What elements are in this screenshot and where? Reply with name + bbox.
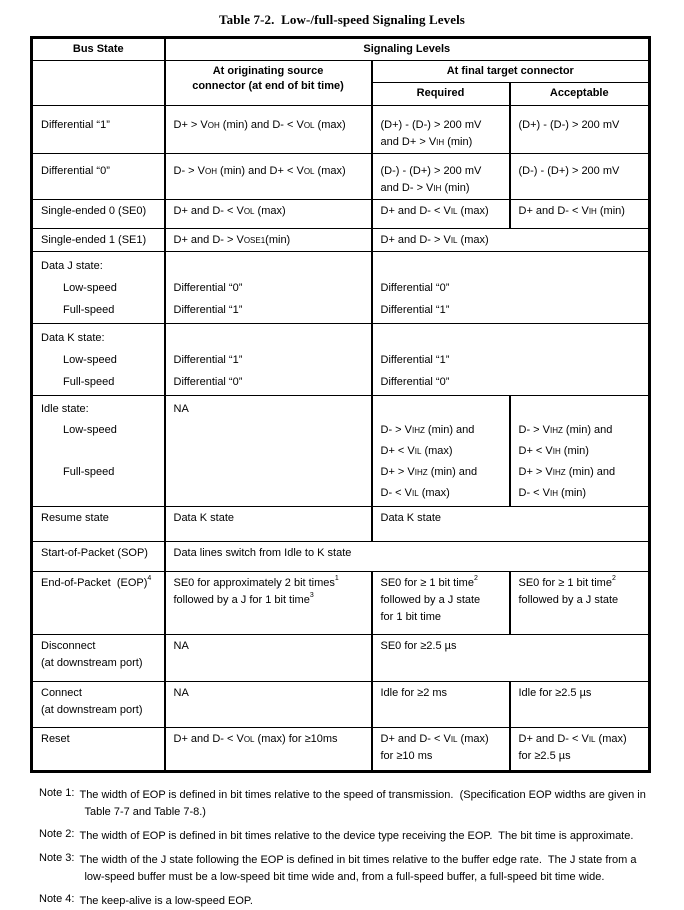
resume-state-bus-state-cell <box>32 507 165 542</box>
cell-line: D- > VIHZ (min) and <box>518 424 613 436</box>
end-of-packet-acceptable-cell <box>510 572 650 635</box>
header-originating-line1: At originating source <box>212 65 324 77</box>
differential-1-required-cell <box>372 106 510 154</box>
note-4 <box>39 893 684 910</box>
cell-line: Single-ended 1 (SE1) <box>41 234 147 246</box>
cell-line: Full-speed <box>63 376 115 388</box>
cell-line: (D-) - (D+) > 200 mV <box>380 165 482 177</box>
note-2 <box>39 828 684 845</box>
cell-line: followed by a J for 1 bit time$^3$ <box>173 592 314 606</box>
cell-line: D+ > VOH (min) and D- < VOL (max) <box>173 119 346 131</box>
cell-line: Connect <box>41 687 82 699</box>
cell-line: Differential “0” <box>380 376 450 388</box>
cell-line: Low-speed <box>63 424 117 436</box>
differential-0-acceptable-cell <box>510 154 650 200</box>
idle-state-originating-cell <box>165 396 372 507</box>
reset-originating-cell <box>165 728 372 772</box>
cell-line: D+ and D- < VOL (max) for ≥10ms <box>173 733 338 745</box>
note-text <box>79 893 684 910</box>
cell-line: Low-speed <box>63 354 117 366</box>
cell-line: D+ < VIH (min) <box>518 445 589 457</box>
reset-acceptable-cell <box>510 728 650 772</box>
cell-line: Differential “1” <box>173 354 243 366</box>
start-of-packet-originating-required-acceptable-cell <box>165 542 650 572</box>
cell-line: D+ and D- > VIL (max) <box>380 234 489 246</box>
data-k-state-bus-state-cell <box>32 324 165 396</box>
connect-required-cell <box>372 682 510 728</box>
table-row-differential-1 <box>32 106 650 154</box>
table-row-connect <box>32 682 650 728</box>
cell-line: D- > VIHZ (min) and <box>380 424 475 436</box>
cell-line: (D-) - (D+) > 200 mV <box>518 165 620 177</box>
cell-line: Low-speed <box>63 282 117 294</box>
cell-line: D+ and D- > VOSE1(min) <box>173 234 291 246</box>
note-line: The width of EOP is defined in bit times relative to the device type receiving the EOP. The bit time is approximate. <box>79 830 634 842</box>
note-text <box>79 828 684 845</box>
note-label: Note 4: <box>39 893 75 905</box>
cell-line <box>381 399 501 420</box>
end-of-packet-originating-cell <box>165 572 372 635</box>
table-row-resume-state <box>32 507 650 542</box>
note-text <box>79 852 684 886</box>
table-row-end-of-packet <box>32 572 650 635</box>
cell-line: D+ > VIHZ (min) and <box>380 466 478 478</box>
header-empty-cell <box>32 61 165 106</box>
reset-required-cell <box>372 728 510 772</box>
cell-line: D+ < VIL (max) <box>380 445 453 457</box>
end-of-packet-required-cell <box>372 572 510 635</box>
header-acceptable: Acceptable <box>510 83 650 106</box>
table-row-disconnect <box>32 635 650 682</box>
idle-state-acceptable-cell <box>510 396 650 507</box>
table-row-differential-0 <box>32 154 650 200</box>
resume-state-required-acceptable-cell <box>372 507 650 542</box>
cell-line: D- > VOH (min) and D+ < VOL (max) <box>173 165 346 177</box>
resume-state-originating-cell <box>165 507 372 542</box>
cell-line: SE0 for ≥ 1 bit time$^2$ <box>380 575 478 589</box>
idle-state-required-cell <box>372 396 510 507</box>
cell-line: Data K state: <box>41 332 105 344</box>
cell-line: Data lines switch from Idle to K state <box>173 547 352 559</box>
cell-line: SE0 for approximately 2 bit times$^1$ <box>173 575 339 589</box>
table-row-start-of-packet <box>32 542 650 572</box>
note-line: Table 7-7 and Table 7-8.) <box>84 806 206 818</box>
note-3 <box>39 852 684 886</box>
cell-line: Full-speed <box>63 304 115 316</box>
disconnect-originating-cell <box>165 635 372 682</box>
header-signaling-levels: Signaling Levels <box>165 38 650 61</box>
connect-acceptable-cell <box>510 682 650 728</box>
table-row-data-j-state <box>32 252 650 324</box>
note-line: The width of EOP is defined in bit times relative to the speed of transmission. (Specification EOP widths are given in <box>79 789 646 801</box>
cell-line: D+ and D- < VOL (max) <box>173 205 286 217</box>
data-j-state-originating-cell <box>165 252 372 324</box>
cell-line: End-of-Packet (EOP)$^4$ <box>41 575 152 589</box>
cell-line: Disconnect <box>41 640 96 652</box>
cell-line: D+ and D- < VIL (max) <box>518 733 627 745</box>
cell-line: Differential “0” <box>380 282 450 294</box>
header-originating-line2: connector (at end of bit time) <box>192 80 344 92</box>
connect-bus-state-cell <box>32 682 165 728</box>
cell-line: Resume state <box>41 512 109 524</box>
cell-line: Reset <box>41 733 70 745</box>
differential-0-originating-cell <box>165 154 372 200</box>
table-row-data-k-state <box>32 324 650 396</box>
cell-line: and D+ > VIH (min) <box>380 136 473 148</box>
cell-line <box>174 255 363 277</box>
cell-line: Data K state <box>173 512 235 524</box>
start-of-packet-bus-state-cell <box>32 542 165 572</box>
data-k-state-required-acceptable-cell <box>372 324 650 396</box>
notes-section <box>39 787 684 910</box>
cell-line: NA <box>173 403 189 415</box>
idle-state-bus-state-cell <box>32 396 165 507</box>
cell-line: for 1 bit time <box>380 611 442 623</box>
differential-0-bus-state-cell <box>32 154 165 200</box>
cell-line <box>381 327 641 349</box>
cell-line <box>41 441 156 462</box>
cell-line: Data K state <box>380 512 442 524</box>
cell-line: Differential “1” <box>380 304 450 316</box>
cell-line: Idle for ≥2.5 µs <box>518 687 592 699</box>
cell-line: followed by a J state <box>380 594 481 606</box>
differential-1-bus-state-cell <box>32 106 165 154</box>
table-row-reset <box>32 728 650 772</box>
header-row-2 <box>32 61 650 83</box>
note-line: The width of the J state following the EOP is defined in bit times relative to the buffer edge rate. The J state from a <box>79 854 637 866</box>
cell-line: NA <box>173 687 189 699</box>
note-line: low-speed buffer must be a low-speed bit time wide and, from a full-speed buffer, a full-speed bit time wide. <box>84 871 605 883</box>
header-required: Required <box>372 83 510 106</box>
differential-1-originating-cell <box>165 106 372 154</box>
cell-line <box>519 399 641 420</box>
data-j-state-bus-state-cell <box>32 252 165 324</box>
connect-originating-cell <box>165 682 372 728</box>
header-bus-state: Bus State <box>32 38 165 61</box>
data-k-state-originating-cell <box>165 324 372 396</box>
header-row-1 <box>32 38 650 61</box>
cell-line: D+ and D- < VIL (max) <box>380 733 489 745</box>
differential-1-acceptable-cell <box>510 106 650 154</box>
table-row-single-ended-1 <box>32 229 650 252</box>
cell-line: D+ > VIHZ (min) and <box>518 466 616 478</box>
note-label: Note 3: <box>39 852 75 864</box>
cell-line: Single-ended 0 (SE0) <box>41 205 147 217</box>
data-j-state-required-acceptable-cell <box>372 252 650 324</box>
table-row-single-ended-0 <box>32 200 650 229</box>
cell-line: Differential “0” <box>173 376 243 388</box>
note-label: Note 1: <box>39 787 75 799</box>
note-label: Note 2: <box>39 828 75 840</box>
note-line: The keep-alive is a low-speed EOP. <box>79 895 253 907</box>
cell-line: Full-speed <box>63 466 115 478</box>
cell-line: Differential “1” <box>173 304 243 316</box>
cell-line: D+ and D- < VIH (min) <box>518 205 625 217</box>
cell-line: (D+) - (D-) > 200 mV <box>518 119 620 131</box>
cell-line: Differential “1” <box>380 354 450 366</box>
cell-line: Idle state: <box>41 403 89 415</box>
cell-line: D+ and D- < VIL (max) <box>380 205 489 217</box>
cell-line: (at downstream port) <box>41 657 143 669</box>
cell-line: Data J state: <box>41 260 103 272</box>
single-ended-0-required-cell <box>372 200 510 229</box>
cell-line <box>381 255 641 277</box>
reset-bus-state-cell <box>32 728 165 772</box>
header-final-target: At final target connector <box>372 61 650 83</box>
cell-line: Differential “0” <box>173 282 243 294</box>
cell-line <box>174 327 363 349</box>
single-ended-1-bus-state-cell <box>32 229 165 252</box>
note-text <box>79 787 684 821</box>
differential-0-required-cell <box>372 154 510 200</box>
single-ended-1-required-acceptable-cell <box>372 229 650 252</box>
cell-line: for ≥2.5 µs <box>518 750 571 762</box>
cell-line: Idle for ≥2 ms <box>380 687 448 699</box>
signaling-levels-table <box>30 36 651 773</box>
single-ended-0-bus-state-cell <box>32 200 165 229</box>
table-title: Table 7-2. Low-/full-speed Signaling Levels <box>219 12 465 27</box>
cell-line: SE0 for ≥ 1 bit time$^2$ <box>518 575 616 589</box>
cell-line: (at downstream port) <box>41 704 143 716</box>
cell-line: Differential “1” <box>41 119 110 131</box>
cell-line: (D+) - (D-) > 200 mV <box>380 119 482 131</box>
note-1 <box>39 787 684 821</box>
single-ended-1-originating-cell <box>165 229 372 252</box>
cell-line: D- < VIH (min) <box>518 487 587 499</box>
cell-line: for ≥10 ms <box>380 750 433 762</box>
single-ended-0-acceptable-cell <box>510 200 650 229</box>
cell-line: Start-of-Packet (SOP) <box>41 547 148 559</box>
disconnect-bus-state-cell <box>32 635 165 682</box>
cell-line: D- < VIL (max) <box>380 487 450 499</box>
cell-line: followed by a J state <box>518 594 619 606</box>
cell-line: NA <box>173 640 189 652</box>
disconnect-required-acceptable-cell <box>372 635 650 682</box>
end-of-packet-bus-state-cell <box>32 572 165 635</box>
single-ended-0-originating-cell <box>165 200 372 229</box>
table-row-idle-state <box>32 396 650 507</box>
header-originating-source <box>165 61 372 106</box>
cell-line: SE0 for ≥2.5 µs <box>380 640 457 652</box>
cell-line: Differential “0” <box>41 165 110 177</box>
cell-line: and D- > VIH (min) <box>380 182 470 194</box>
